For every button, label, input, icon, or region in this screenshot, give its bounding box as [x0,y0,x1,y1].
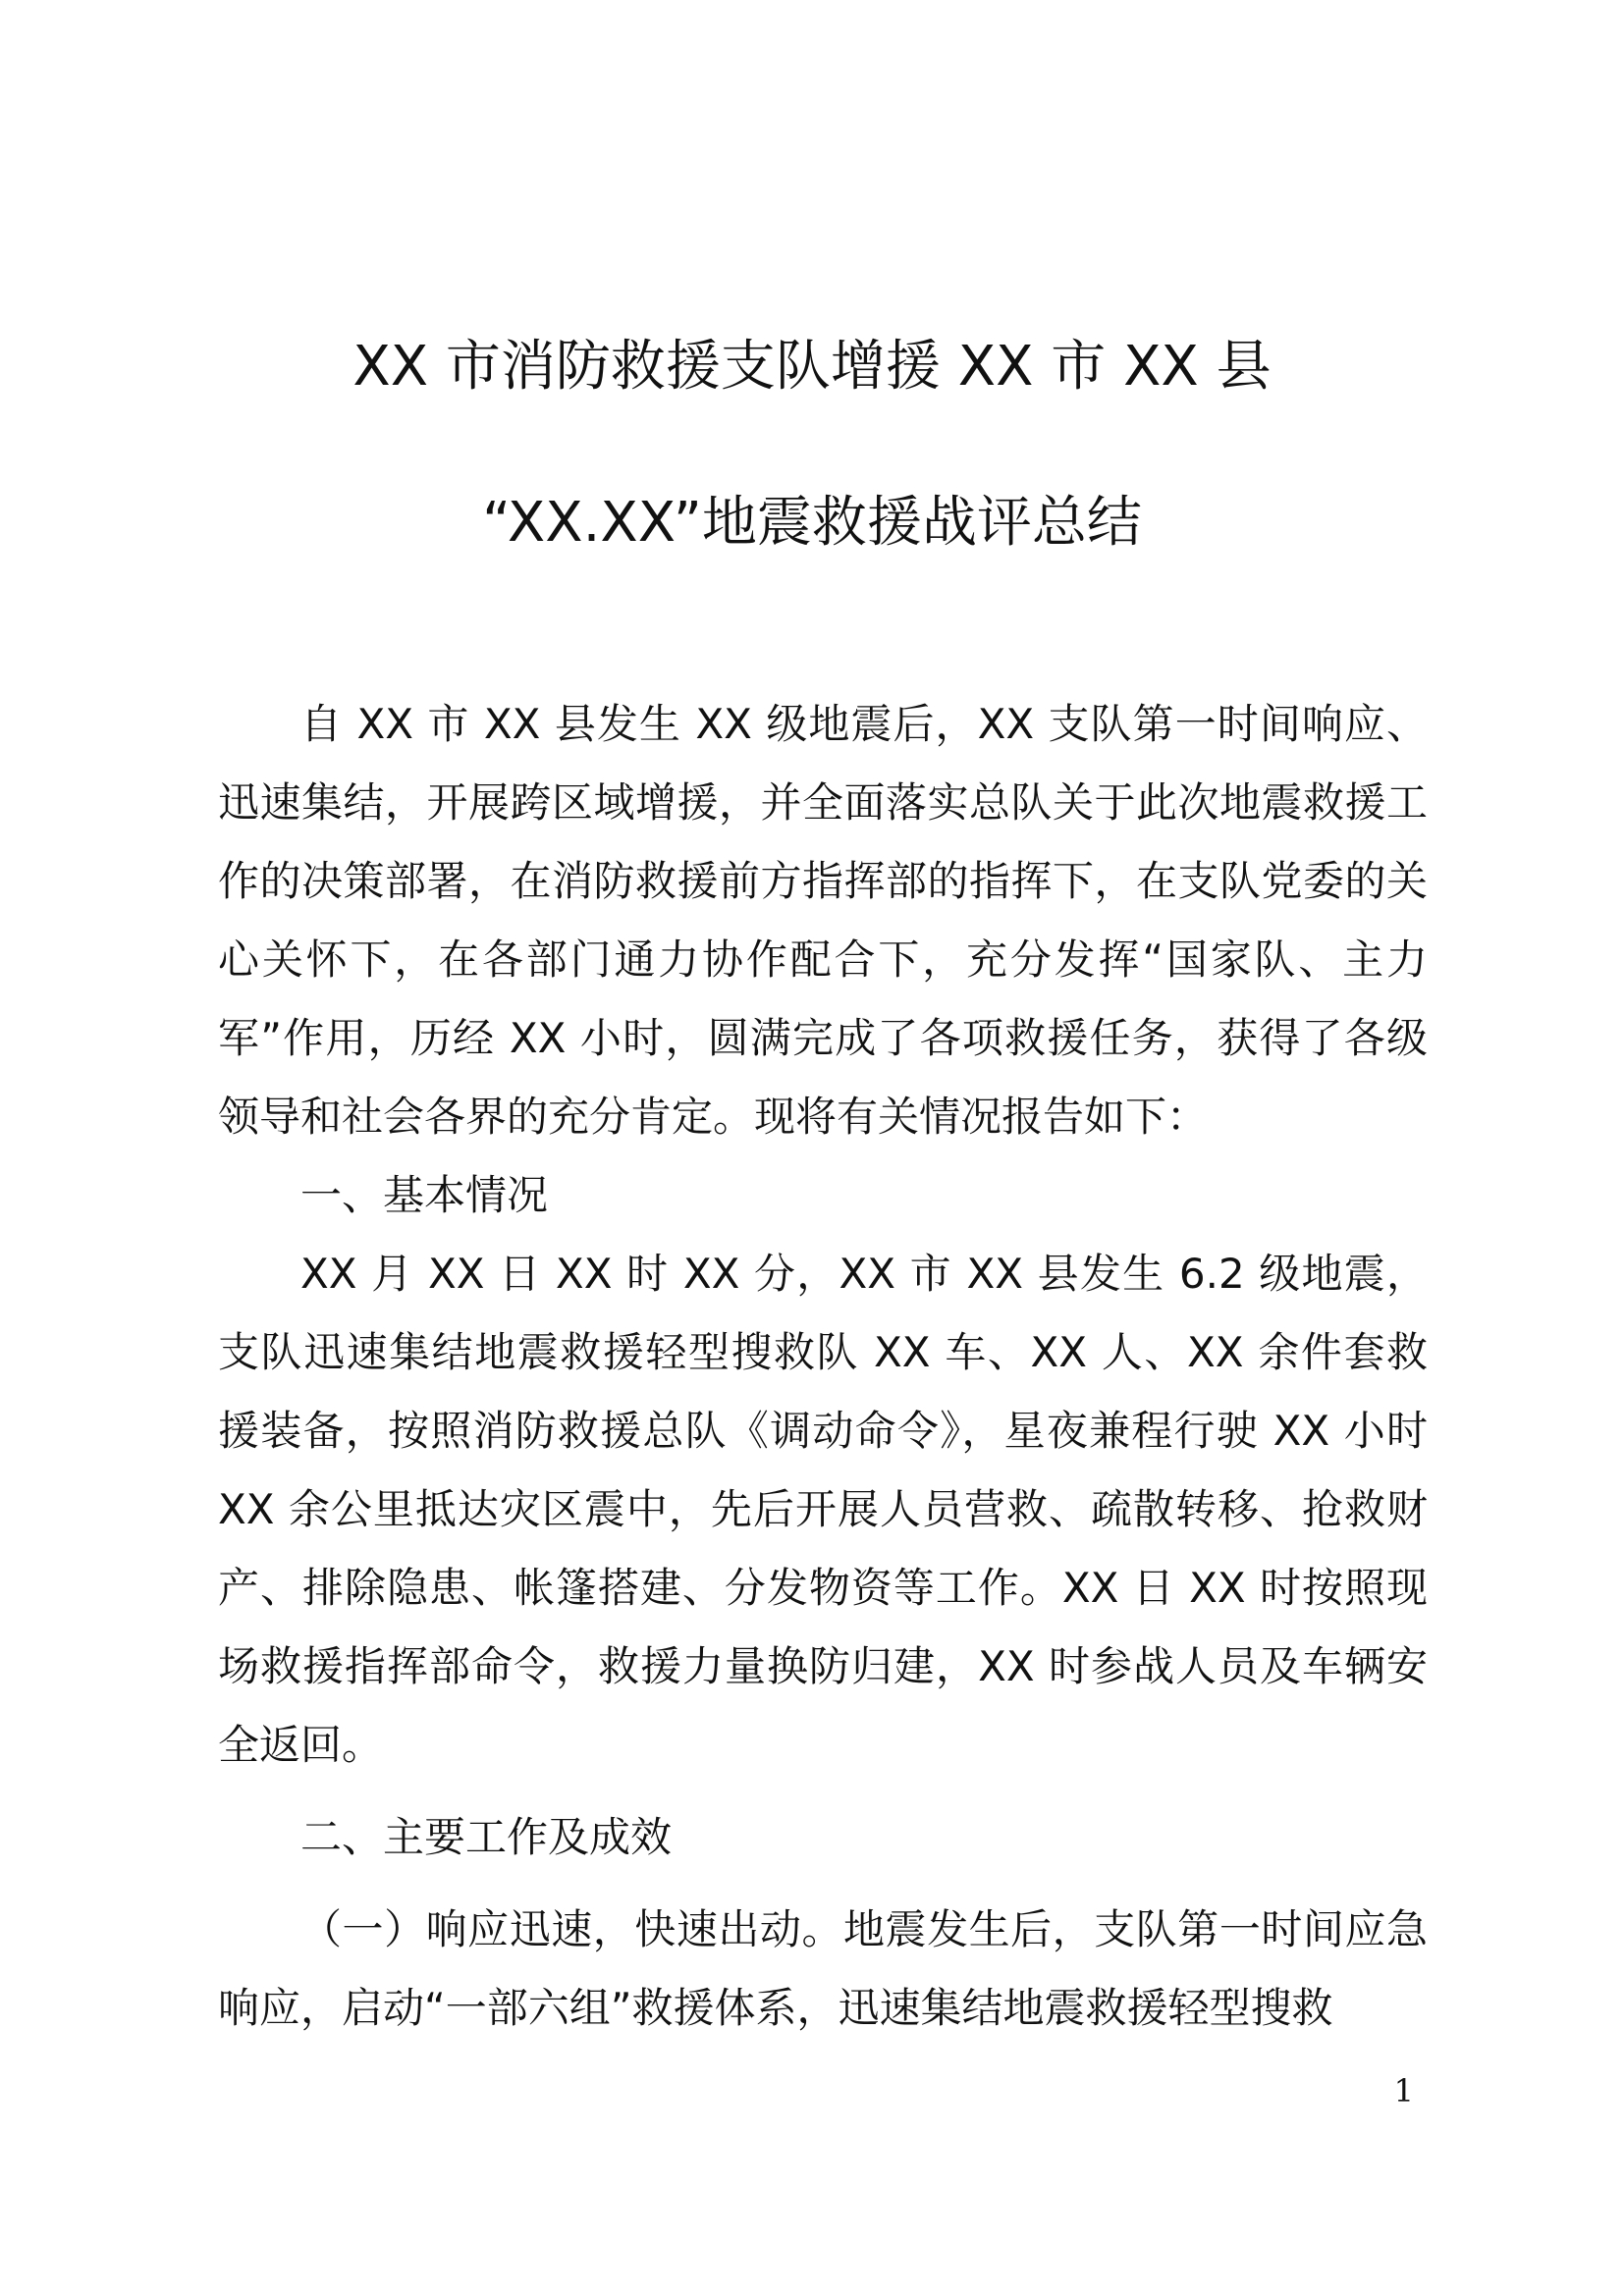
document-body [218,685,1428,2048]
document-title-line-2: “XX.XX”地震救援战评总结 [482,491,1142,555]
page-number: 1 [1393,2072,1414,2109]
document-title-line-1: XX 市消防救援支队增援 XX 市 XX 县 [352,335,1272,399]
section-heading-basic-situation: 一、基本情况 [300,1171,549,1219]
intro-paragraph: 自 XX 市 XX 县发生 XX 级地震后，XX 支队第一时间响应、迅速集结，开展跨区域增援，并全面落实总队关于此次地震救援工作的决策部署，在消防救援前方指挥部的指挥下，在支队党委的关心关怀下，在各部门通力协作配合下，充分发挥“国家队、主力军”作用，历经 XX 小时，圆满完成了各项救援任务，获得了各级领导和社会各界的充分肯定。现将有关情况报告如下： [218,700,1428,1141]
section-heading-main-work: 二、主要工作及成效 [300,1813,673,1861]
basic-situation-paragraph: XX 月 XX 日 XX 时 XX 分，XX 市 XX 县发生 6.2 级地震，支队迅速集结地震救援轻型搜救队 XX 车、XX 人、XX 余件套救援装备，按照消防救援总队《调动命令》，星夜兼程行驶 XX 小时 XX 余公里抵达灾区震中，先后开展人员营救、疏散转移、抢救财产、排除隐患、帐篷搭建、分发物资等工作。XX 日 XX 时按照现场救援指挥部命令，救援力量换防归建，XX 时参战人员及车辆安全返回。 [218,1250,1428,1769]
main-work-paragraph: （一）响应迅速，快速出动。地震发生后，支队第一时间应急响应，启动“一部六组”救援体系，迅速集结地震救援轻型搜救 [218,1905,1428,2032]
